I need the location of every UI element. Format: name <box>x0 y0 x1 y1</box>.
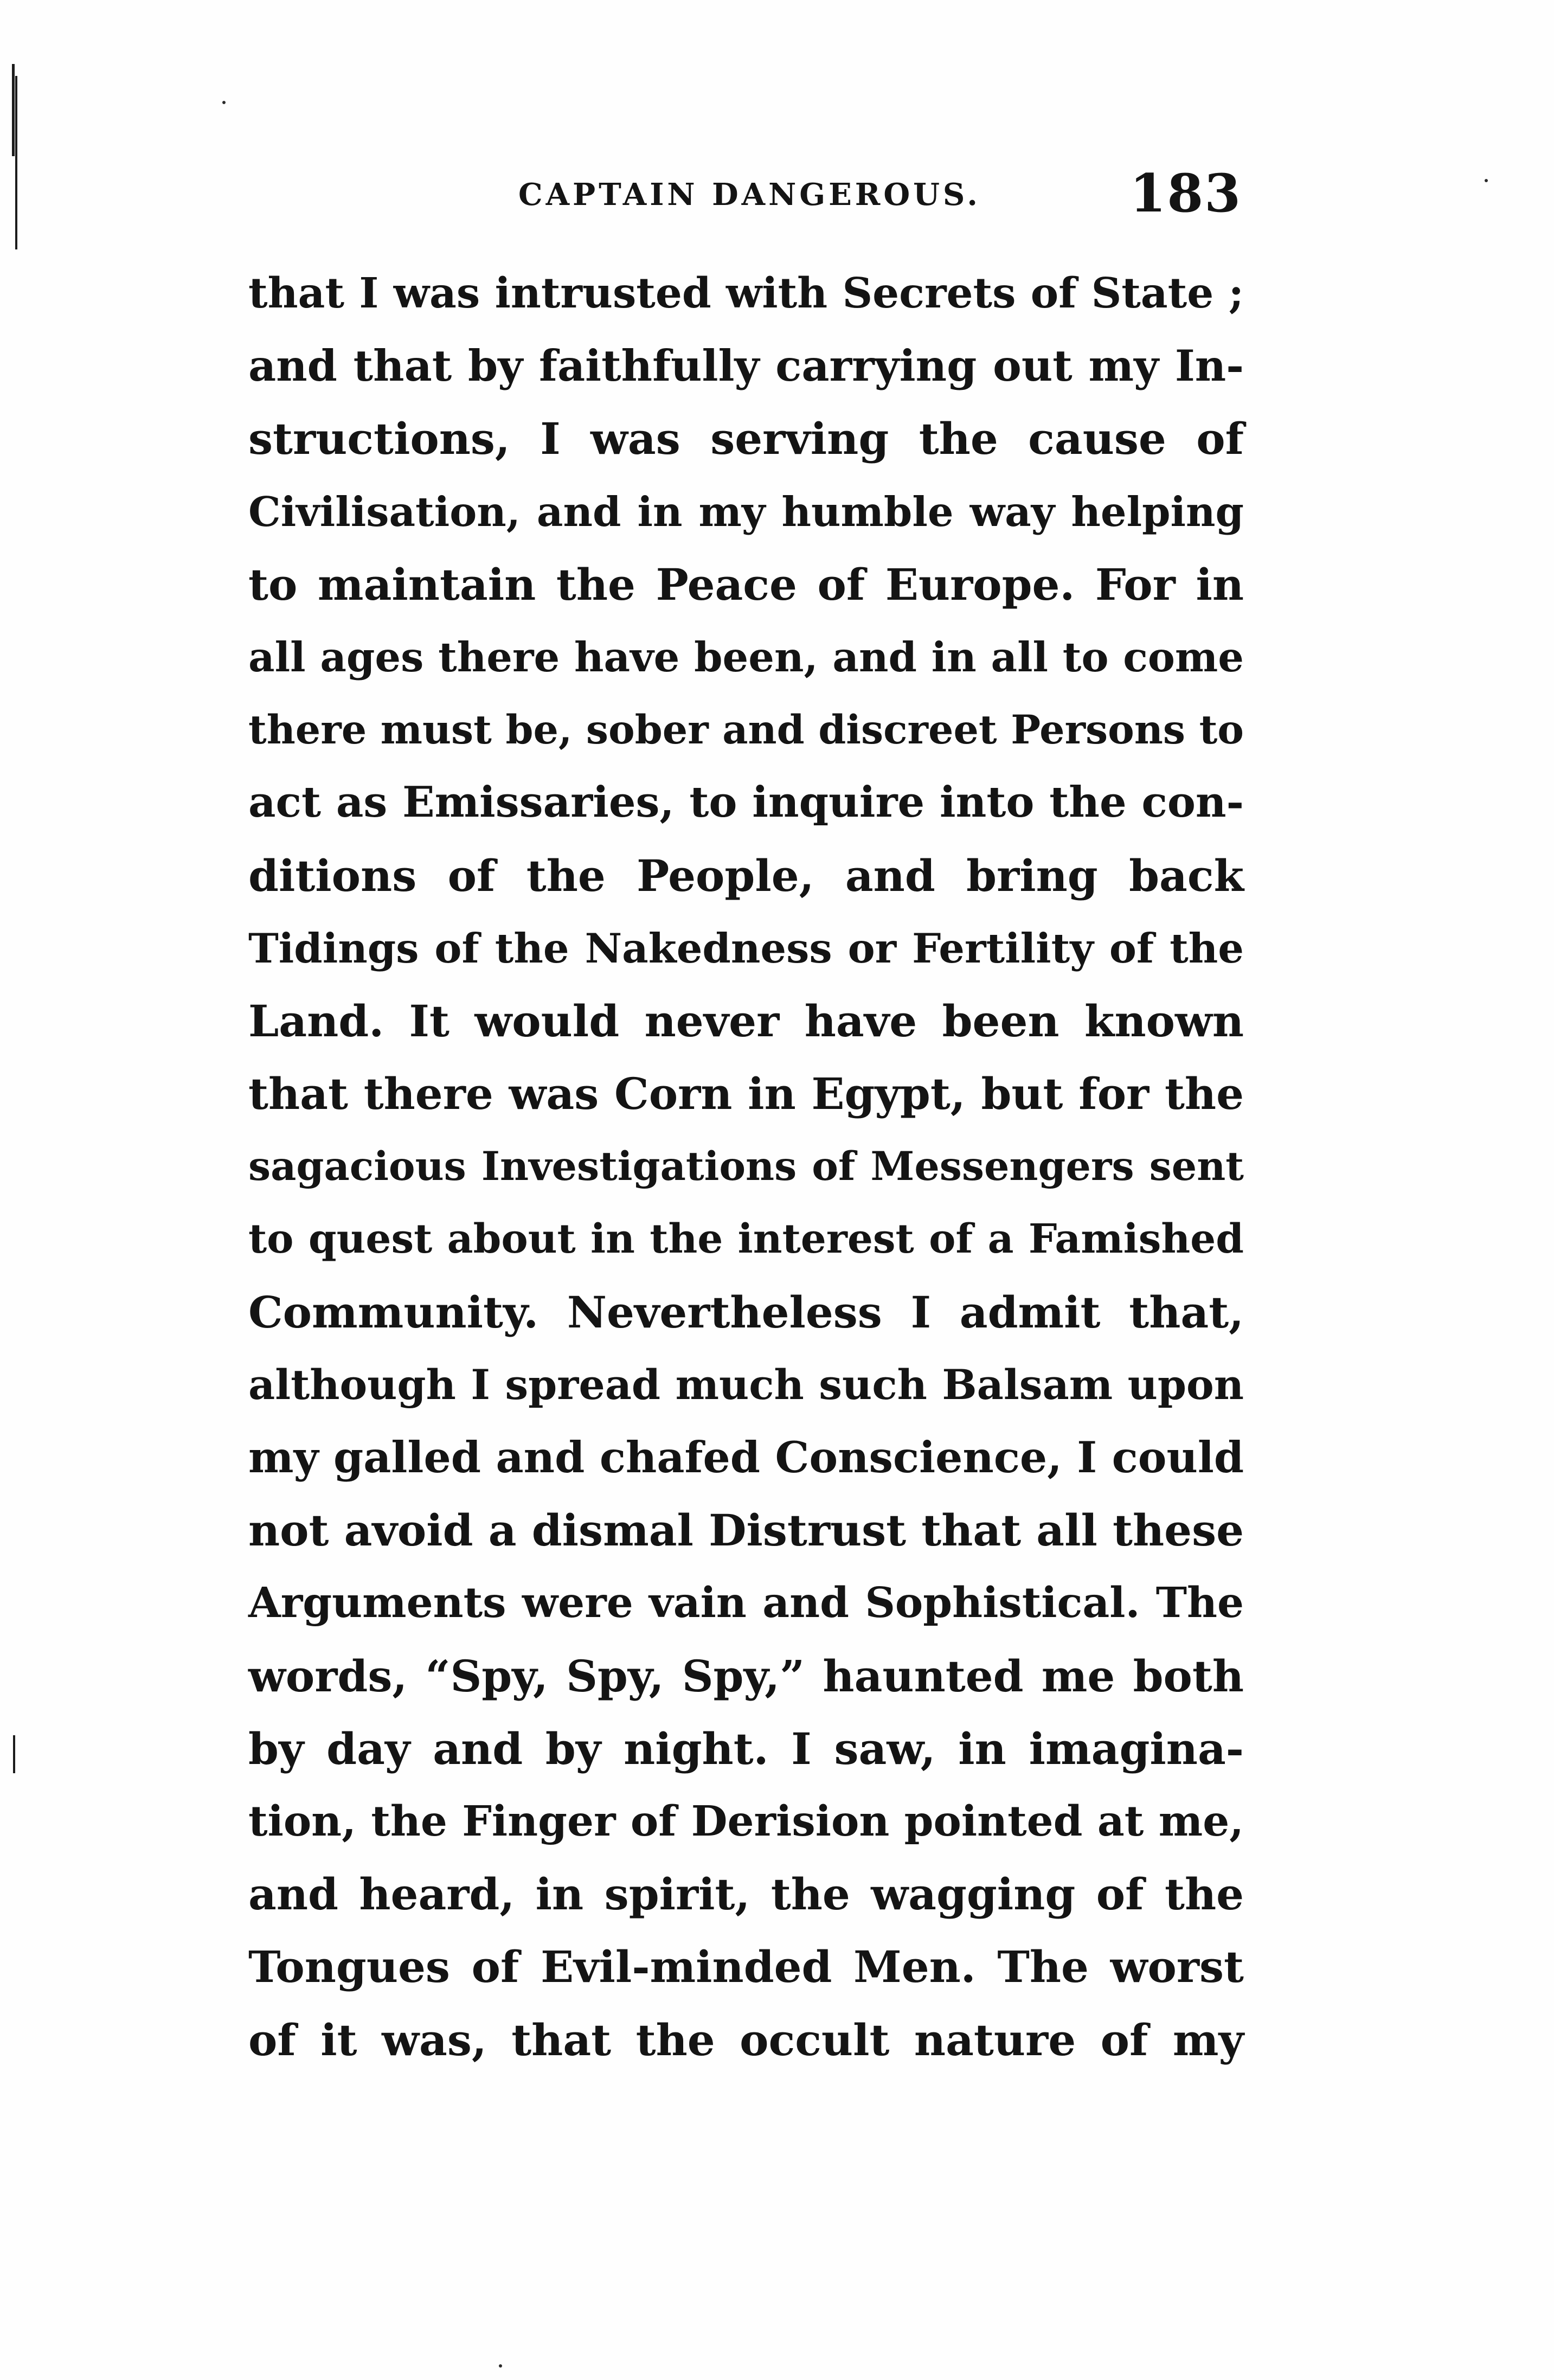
text-line: Tidings of the Nakedness or Fertility of the <box>248 924 1244 972</box>
text-line: to quest about in the interest of a Famished <box>248 1216 1244 1263</box>
text-line: there must be, sober and discreet Persons to <box>248 707 1244 754</box>
text-line: by day and by night. I saw, in imagina- <box>248 1723 1244 1774</box>
body-text <box>248 257 1244 2076</box>
text-line: Community. Nevertheless I admit that, <box>248 1286 1244 1338</box>
text-line: that there was Corn in Egypt, but for the <box>248 1068 1244 1120</box>
text-line: words, “Spy, Spy, Spy,” haunted me both <box>248 1650 1244 1702</box>
text-line: and that by faithfully carrying out my In- <box>248 341 1244 392</box>
scan-speck <box>1485 179 1488 182</box>
text-line: Arguments were vain and Sophistical. The <box>248 1579 1244 1628</box>
text-line: structions, I was serving the cause of <box>248 413 1244 465</box>
scan-artifact-mark <box>15 76 17 249</box>
text-line: of it was, that the occult nature of my <box>248 2014 1244 2065</box>
text-line: tion, the Finger of Derision pointed at me, <box>248 1797 1244 1846</box>
text-line: Tongues of Evil-minded Men. The worst <box>248 1941 1244 1993</box>
text-line: that I was intrusted with Secrets of State ; <box>248 269 1244 318</box>
text-line: sagacious Investigations of Messengers sent <box>248 1143 1244 1190</box>
text-line: Land. It would never have been known <box>248 995 1244 1047</box>
text-line: to maintain the Peace of Europe. For in <box>248 559 1244 610</box>
running-title: CAPTAIN DANGEROUS. <box>518 177 981 213</box>
text-line: my galled and chafed Conscience, I could <box>248 1432 1244 1483</box>
text-line: not avoid a dismal Distrust that all these <box>248 1505 1244 1556</box>
scan-speck <box>499 2364 502 2368</box>
text-line: all ages there have been, and in all to come <box>248 633 1244 681</box>
text-line: although I spread much such Balsam upon <box>248 1360 1244 1409</box>
text-line: and heard, in spirit, the wagging of the <box>248 1869 1244 1920</box>
text-line: act as Emissaries, to inquire into the con- <box>248 778 1244 827</box>
page-header <box>251 163 1242 228</box>
text-line: Civilisation, and in my humble way helping <box>248 487 1244 536</box>
scan-artifact-mark <box>12 64 15 156</box>
scan-speck <box>222 101 226 104</box>
text-line: ditions of the People, and bring back <box>248 850 1244 901</box>
scan-artifact-mark <box>13 1735 15 1773</box>
page-number: 183 <box>1129 163 1242 224</box>
